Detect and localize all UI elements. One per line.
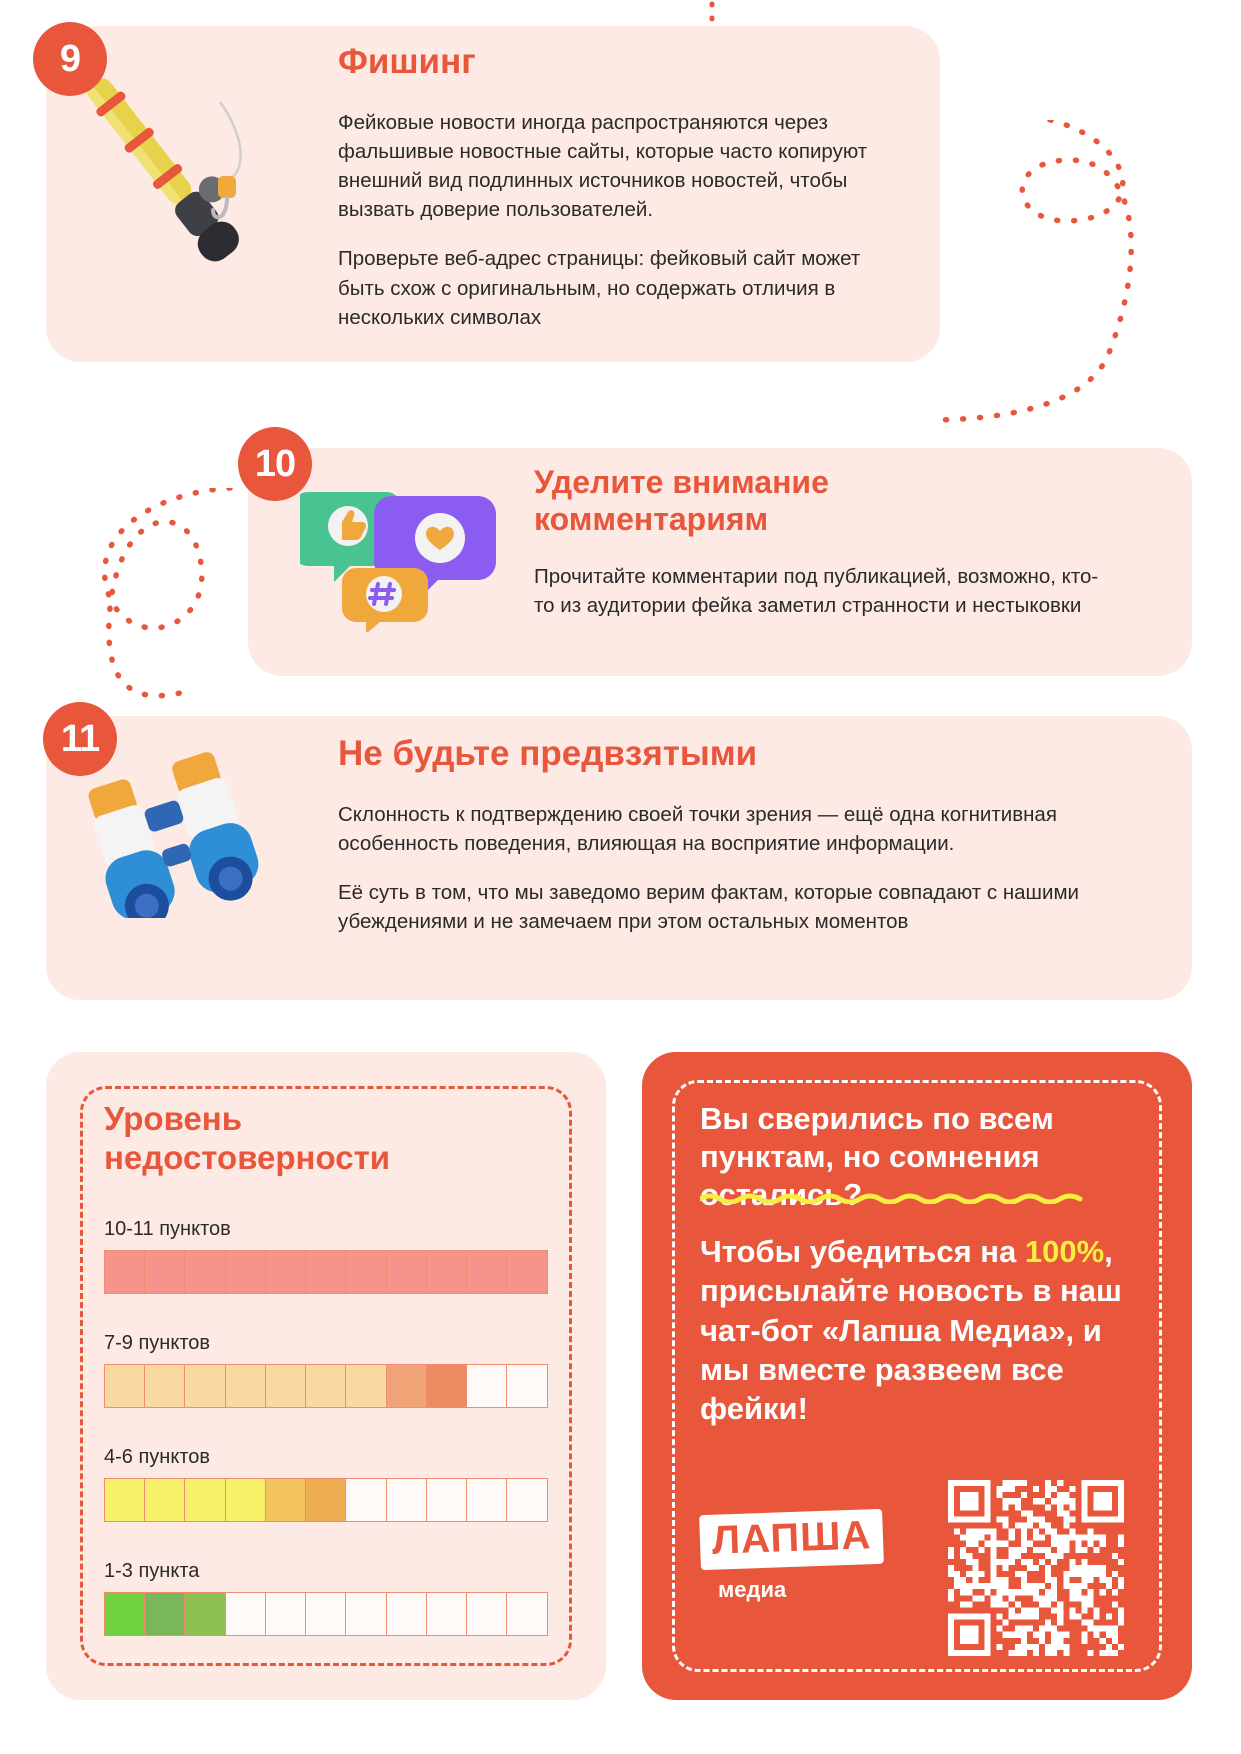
level-scale-label: 4-6 пунктов	[104, 1446, 210, 1468]
level-scale-group-3	[104, 1560, 548, 1636]
level-scale-cell	[184, 1364, 226, 1408]
level-scale-label: 10-11 пунктов	[104, 1218, 231, 1240]
level-scale-cell	[386, 1478, 428, 1522]
level-scale-cell	[104, 1364, 146, 1408]
level-scale-cell	[466, 1592, 508, 1636]
fishing-rod-icon	[70, 60, 270, 270]
level-scale-cell	[305, 1364, 347, 1408]
cta-body-highlight: 100%	[1024, 1234, 1105, 1269]
binoculars-icon	[70, 748, 290, 918]
level-scale-cell	[184, 1250, 226, 1294]
level-scale-group-1	[104, 1332, 548, 1408]
tip-paragraph: Проверьте веб-адрес страницы: фейковый сайт может быть схож с оригинальным, но содержать отличия в нескольких символах	[338, 247, 861, 329]
level-scale-cell	[184, 1592, 226, 1636]
speech-bubbles-icon	[300, 472, 510, 632]
logo-subtitle: медиа	[718, 1577, 787, 1602]
level-scale-cell	[265, 1364, 307, 1408]
level-scale-cell	[104, 1592, 146, 1636]
tip-title-11: Не будьте предвзятыми	[338, 734, 758, 773]
level-scale-cell	[305, 1478, 347, 1522]
cta-headline: Вы сверились по всем пунктам, но сомнения остались?	[700, 1101, 1054, 1213]
level-scale-cell	[466, 1478, 508, 1522]
level-scale-group-2	[104, 1446, 548, 1522]
level-scale-cell	[144, 1250, 186, 1294]
level-scale-cell	[426, 1364, 468, 1408]
level-scale-bar	[104, 1250, 548, 1294]
tip-paragraph: Её суть в том, что мы заведомо верим фактам, которые совпадают с нашими убеждениями и не замечаем при этом остальных моментов	[338, 881, 1080, 934]
tip-paragraph: Прочитайте комментарии под публикацией, возможно, кто-то из аудитории фейка заметил странности и нестыковки	[534, 565, 1099, 618]
level-scale-cell	[305, 1592, 347, 1636]
level-scale-label: 1-3 пункта	[104, 1560, 200, 1582]
qr-code[interactable]	[936, 1480, 1136, 1656]
level-scale-bar	[104, 1364, 548, 1408]
level-scale-cell	[144, 1364, 186, 1408]
level-scale-cell	[225, 1478, 267, 1522]
level-scale-cell	[506, 1250, 548, 1294]
level-scale-cell	[225, 1364, 267, 1408]
tip-number-badge-9: 9	[33, 22, 107, 96]
level-panel-title: Уровень недостоверности	[104, 1100, 391, 1176]
level-scale-cell	[265, 1250, 307, 1294]
cta-body-after: , присылайте новость в наш чат-бот «Лапша Медиа», и мы вместе развеем все фейки!	[700, 1234, 1122, 1427]
level-scale-cell	[144, 1592, 186, 1636]
tip-paragraph: Склонность к подтверждению своей точки зрения — ещё одна когнитивная особенность поведения, влияющая на восприятие информации.	[338, 803, 1057, 856]
level-scale-cell	[386, 1250, 428, 1294]
level-scale-cell	[466, 1364, 508, 1408]
level-scale-cell	[506, 1478, 548, 1522]
level-scale-cell	[104, 1250, 146, 1294]
level-scale-cell	[345, 1478, 387, 1522]
tip-title-9: Фишинг	[338, 42, 476, 81]
dotted-path-right	[930, 120, 1140, 450]
level-scale-cell	[144, 1478, 186, 1522]
level-scale-cell	[225, 1250, 267, 1294]
level-scale-cell	[225, 1592, 267, 1636]
logo-wordmark: ЛАПША	[699, 1509, 884, 1570]
level-scale-cell	[426, 1478, 468, 1522]
level-scale-cell	[345, 1250, 387, 1294]
cta-underline-squiggle	[700, 1192, 1098, 1204]
level-scale-cell	[466, 1250, 508, 1294]
level-scale-bar	[104, 1478, 548, 1522]
level-scale-group-0	[104, 1218, 548, 1294]
cta-body	[700, 1232, 1138, 1429]
tip-text-11	[338, 800, 1168, 936]
tip-number-badge-10: 10	[238, 427, 312, 501]
level-scale-cell	[104, 1478, 146, 1522]
lapsha-media-logo	[700, 1512, 900, 1622]
tip-text-9	[338, 108, 878, 332]
tip-text-10	[534, 562, 1114, 620]
level-scale-cell	[426, 1250, 468, 1294]
level-scale-cell	[386, 1364, 428, 1408]
cta-body-before: Чтобы убедиться на	[700, 1234, 1025, 1269]
level-scale-cell	[386, 1592, 428, 1636]
tip-number-badge-11: 11	[43, 702, 117, 776]
level-scale-cell	[426, 1592, 468, 1636]
level-scale-label: 7-9 пунктов	[104, 1332, 210, 1354]
tip-paragraph: Фейковые новости иногда распространяются через фальшивые новостные сайты, которые часто копируют внешний вид подлинных источников новостей, чтобы вызвать доверие пользователей.	[338, 111, 868, 222]
tip-title-10: Уделите внимание комментариям	[534, 464, 829, 537]
level-scale-cell	[265, 1478, 307, 1522]
level-scale-cell	[305, 1250, 347, 1294]
level-scale-cell	[506, 1592, 548, 1636]
level-scale-cell	[184, 1478, 226, 1522]
level-scale-cell	[265, 1592, 307, 1636]
level-scale-cell	[506, 1364, 548, 1408]
level-scale-cell	[345, 1364, 387, 1408]
level-scale-cell	[345, 1592, 387, 1636]
level-scale-bar	[104, 1592, 548, 1636]
